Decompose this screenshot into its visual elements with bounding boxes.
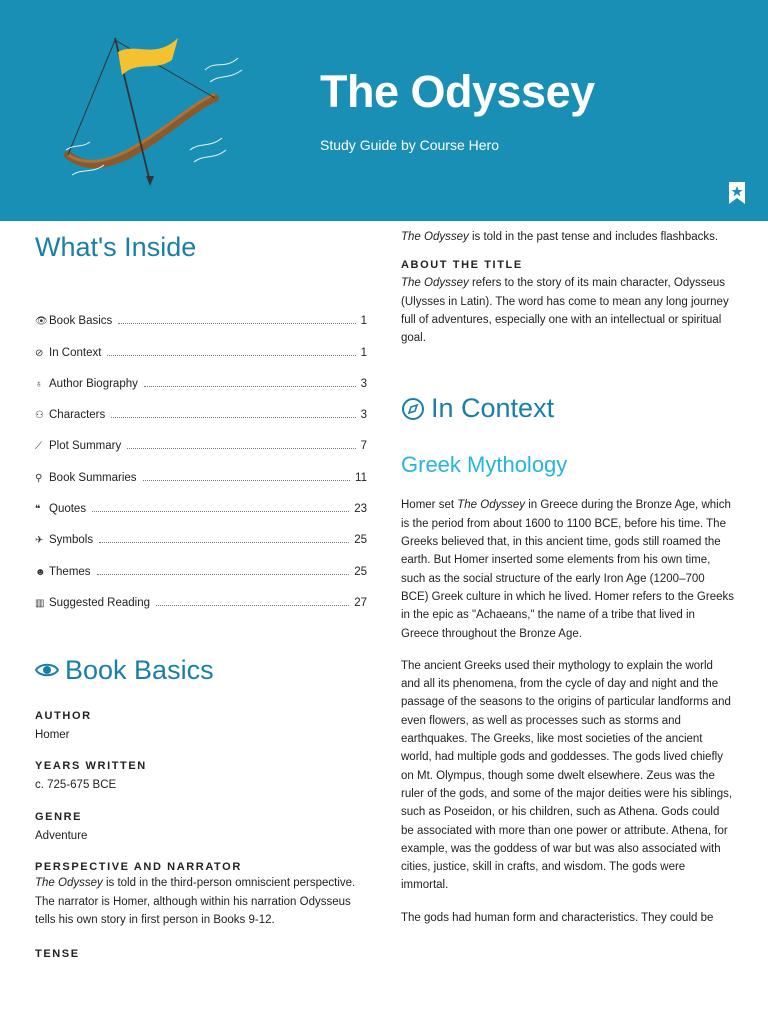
- toc-item-themes[interactable]: [35, 546, 367, 577]
- toc-item-page: 23: [354, 503, 367, 516]
- toc-item-characters[interactable]: [35, 390, 367, 421]
- genre-value: Adventure: [35, 829, 88, 842]
- years-label: YEARS WRITTEN: [35, 760, 147, 773]
- toc-item-label: Symbols: [49, 534, 94, 547]
- paragraph-3: The gods had human form and characteristics. They could be: [401, 911, 714, 924]
- toc-item-quotes[interactable]: [35, 484, 367, 515]
- toc-item-label: Book Summaries: [49, 471, 137, 484]
- toc-item-page: 3: [360, 377, 367, 390]
- toc-item-plot-summary[interactable]: [35, 421, 367, 452]
- bird-icon: ✈: [35, 535, 44, 547]
- bow-and-arrow-illustration: [60, 30, 250, 190]
- bookmark-star-icon: [727, 181, 747, 205]
- paragraph-1-rest: in Greece during the Bronze Age, which is the period from about 1600 to 1100 BCE, before his time. The Greeks believed that, in this ancient time, gods still roamed the earth. But Homer inserted some elements from his own time, such as the social structure of the early Iron Age (1200–700 BCE) Greek culture in which he lived. Homer refers to the Greeks in the epic as "Achaeans," the name of a tribe that lived in Greece throughout the Bronze Age.: [401, 499, 734, 640]
- toc-leader: [92, 511, 349, 512]
- toc-item-label: Quotes: [49, 503, 87, 516]
- toc-item-label: Characters: [49, 409, 106, 422]
- page-title: The Odyssey: [320, 66, 595, 117]
- toc-leader: [107, 355, 355, 356]
- table-of-contents: [35, 296, 367, 609]
- perspective-text: is told in the third-person omniscient perspective. The narrator is Homer, although within his narration Odysseus tells his own story in first person in Books 9-12.: [35, 877, 356, 927]
- toc-item-label: Book Basics: [49, 315, 113, 328]
- in-context-title: In Context: [431, 393, 555, 424]
- toc-item-label: Author Biography: [49, 377, 138, 390]
- toc-item-in-context[interactable]: [35, 327, 367, 358]
- about-title-text: refers to the story of its main character, Odysseus (Ulysses in Latin). The word has come to mean any long journey full of adventures, especially one with an intellectual or spiritual goal.: [401, 277, 729, 345]
- book-title-italic: The Odyssey: [401, 277, 469, 290]
- toc-item-page: 11: [355, 471, 367, 484]
- perspective-field: [35, 861, 367, 930]
- toc-leader: [127, 448, 355, 449]
- years-field: [35, 760, 367, 795]
- toc-item-book-basics[interactable]: [35, 296, 367, 327]
- pen-nib-icon: ♁: [35, 378, 43, 390]
- book-title-italic: The Odyssey: [401, 231, 469, 243]
- toc-item-label: Suggested Reading: [49, 596, 151, 609]
- tense-field: [35, 948, 367, 960]
- about-title-label: ABOUT THE TITLE: [401, 259, 523, 272]
- toc-leader: [111, 417, 355, 418]
- masks-icon: ☻: [35, 566, 46, 578]
- toc-item-page: 27: [354, 596, 367, 609]
- book-title-italic: The Odyssey: [457, 499, 525, 512]
- author-value: Homer: [35, 728, 70, 741]
- about-title-value: [401, 274, 734, 347]
- paragraph-2: The ancient Greeks used their mythology to explain the world and all its phenomena, from the cycle of day and night and the passage of the seasons to the origins of particular landforms and even flowers, as well as processes such as storms and earthquakes. The Greeks, like most societies of the ancient world, had multiple gods and goddesses. The gods lived chiefly on Mt. Olympus, though some dwelt elsewhere. Zeus was the ruler of the gods, and some of the major deities were his siblings, such as Poseidon, or his children, such as Athena. Gods could be associated with more than one power or attribute. Athena, for example, was the goddess of war but was also associated with cities, justice, skill in crafts, and wisdom. The gods were immortal.: [401, 659, 733, 892]
- toc-item-book-summaries[interactable]: [35, 452, 367, 483]
- tense-label: TENSE: [35, 947, 80, 960]
- toc-leader: [143, 480, 350, 481]
- toc-item-label: Plot Summary: [49, 440, 122, 453]
- toc-item-page: 25: [354, 534, 367, 547]
- page-subtitle: Study Guide by Course Hero: [320, 137, 499, 153]
- toc-item-symbols[interactable]: [35, 515, 367, 546]
- compass-icon: ⊘: [35, 347, 44, 359]
- perspective-value: [35, 874, 367, 930]
- paragraph-1-start: Homer set: [401, 499, 458, 512]
- book-title-italic: The Odyssey: [35, 877, 103, 890]
- chart-icon: ⟋: [35, 441, 42, 453]
- author-label: AUTHOR: [35, 709, 92, 722]
- compass-icon: [401, 397, 425, 421]
- eye-icon: 👁: [35, 316, 48, 328]
- magnifier-icon: ⚲: [35, 472, 43, 484]
- toc-item-label: In Context: [49, 346, 102, 359]
- people-icon: ⚇: [35, 410, 44, 422]
- author-field: [35, 710, 367, 745]
- toc-item-page: 25: [354, 565, 367, 578]
- toc-item-page: 1: [360, 315, 367, 328]
- toc-item-page: 1: [360, 346, 367, 359]
- right-column: [401, 228, 734, 927]
- in-context-heading: [401, 393, 734, 424]
- eye-icon: [35, 658, 59, 682]
- toc-item-label: Themes: [49, 565, 91, 578]
- toc-leader: [97, 574, 350, 575]
- quote-icon: ❝: [35, 504, 41, 516]
- toc-title: What's Inside: [35, 232, 197, 262]
- perspective-label: PERSPECTIVE AND NARRATOR: [35, 861, 242, 874]
- paragraph-1: [401, 496, 734, 642]
- book-basics-title: Book Basics: [65, 654, 214, 685]
- left-column: [35, 228, 367, 960]
- toc-item-page: 3: [360, 409, 367, 422]
- tense-text: is told in the past tense and includes flashbacks.: [468, 231, 719, 243]
- genre-field: [35, 811, 367, 846]
- toc-item-page: 7: [360, 440, 367, 453]
- toc-leader: [118, 323, 355, 324]
- tense-value: [401, 228, 734, 246]
- toc-item-author-biography[interactable]: [35, 359, 367, 390]
- book-basics-heading: [35, 655, 367, 686]
- books-icon: ▥: [35, 597, 45, 609]
- header-banner: [0, 0, 768, 221]
- toc-item-suggested-reading[interactable]: [35, 578, 367, 609]
- greek-mythology-heading: Greek Mythology: [401, 452, 568, 478]
- toc-leader: [156, 605, 349, 606]
- toc-leader: [144, 386, 356, 387]
- toc-leader: [99, 542, 349, 543]
- genre-label: GENRE: [35, 810, 83, 823]
- years-value: c. 725-675 BCE: [35, 779, 117, 792]
